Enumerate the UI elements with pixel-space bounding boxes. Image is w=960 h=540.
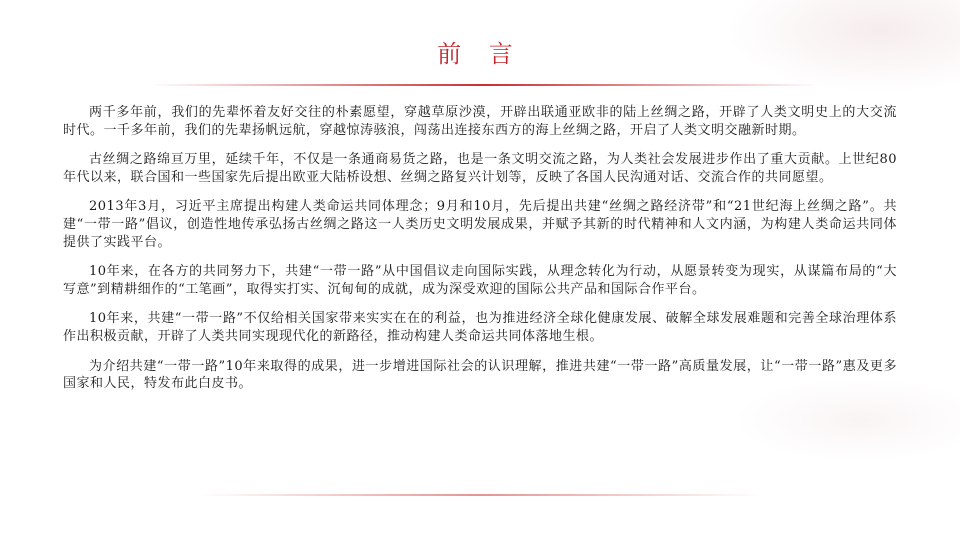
paragraph-4: 10年来，在各方的共同努力下，共建“一带一路”从中国倡议走向国际实践，从理念转化为行动，从愿景转变为现实，从谋篇布局的“大写意”到精耕细作的“工笔画”，取得实打实、沉甸甸的成就，成为深受欢迎的国际公共产品和国际合作平台。 [63, 264, 897, 297]
paragraph-1: 两千多年前，我们的先辈怀着友好交往的朴素愿望，穿越草原沙漠，开辟出联通亚欧非的陆上丝绸之路，开辟了人类文明史上的大交流时代。一千多年前，我们的先辈扬帆远航，穿越惊涛骇浪，闯荡出连接东西方的海上丝绸之路，开启了人类文明交融新时期。 [63, 105, 897, 138]
paragraph-2: 古丝绸之路绵亘万里，延续千年，不仅是一条通商易货之路，也是一条文明交流之路，为人类社会发展进步作出了重大贡献。上世纪80年代以来，联合国和一些国家先后提出欧亚大陆桥设想、丝绸之路复兴计划等，反映了各国人民沟通对话、交流合作的共同愿望。 [63, 152, 897, 185]
page-title: 前 言 [437, 40, 523, 68]
footer-divider [200, 494, 760, 496]
title-divider [150, 84, 820, 86]
paragraph-6: 为介绍共建“一带一路”10年来取得的成果，进一步增进国际社会的认识理解，推进共建“一带一路”高质量发展，让“一带一路”惠及更多国家和人民，特发布此白皮书。 [63, 358, 897, 392]
body-text [63, 104, 897, 405]
paragraph-3: 2013年3月，习近平主席提出构建人类命运共同体理念；9月和10月，先后提出共建“丝绸之路经济带”和“21世纪海上丝绸之路”。共建“一带一路”倡议，创造性地传承弘扬古丝绸之路这一人类历史文明发展成果，并赋予其新的时代精神和人文内涵，为构建人类命运共同体提供了实践平台。 [63, 199, 897, 250]
paragraph-5: 10年来，共建“一带一路”不仅给相关国家带来实实在在的利益，也为推进经济全球化健康发展、破解全球发展难题和完善全球治理体系作出积极贡献，开辟了人类共同实现现代化的新路径，推动构建人类命运共同体落地生根。 [63, 311, 897, 344]
